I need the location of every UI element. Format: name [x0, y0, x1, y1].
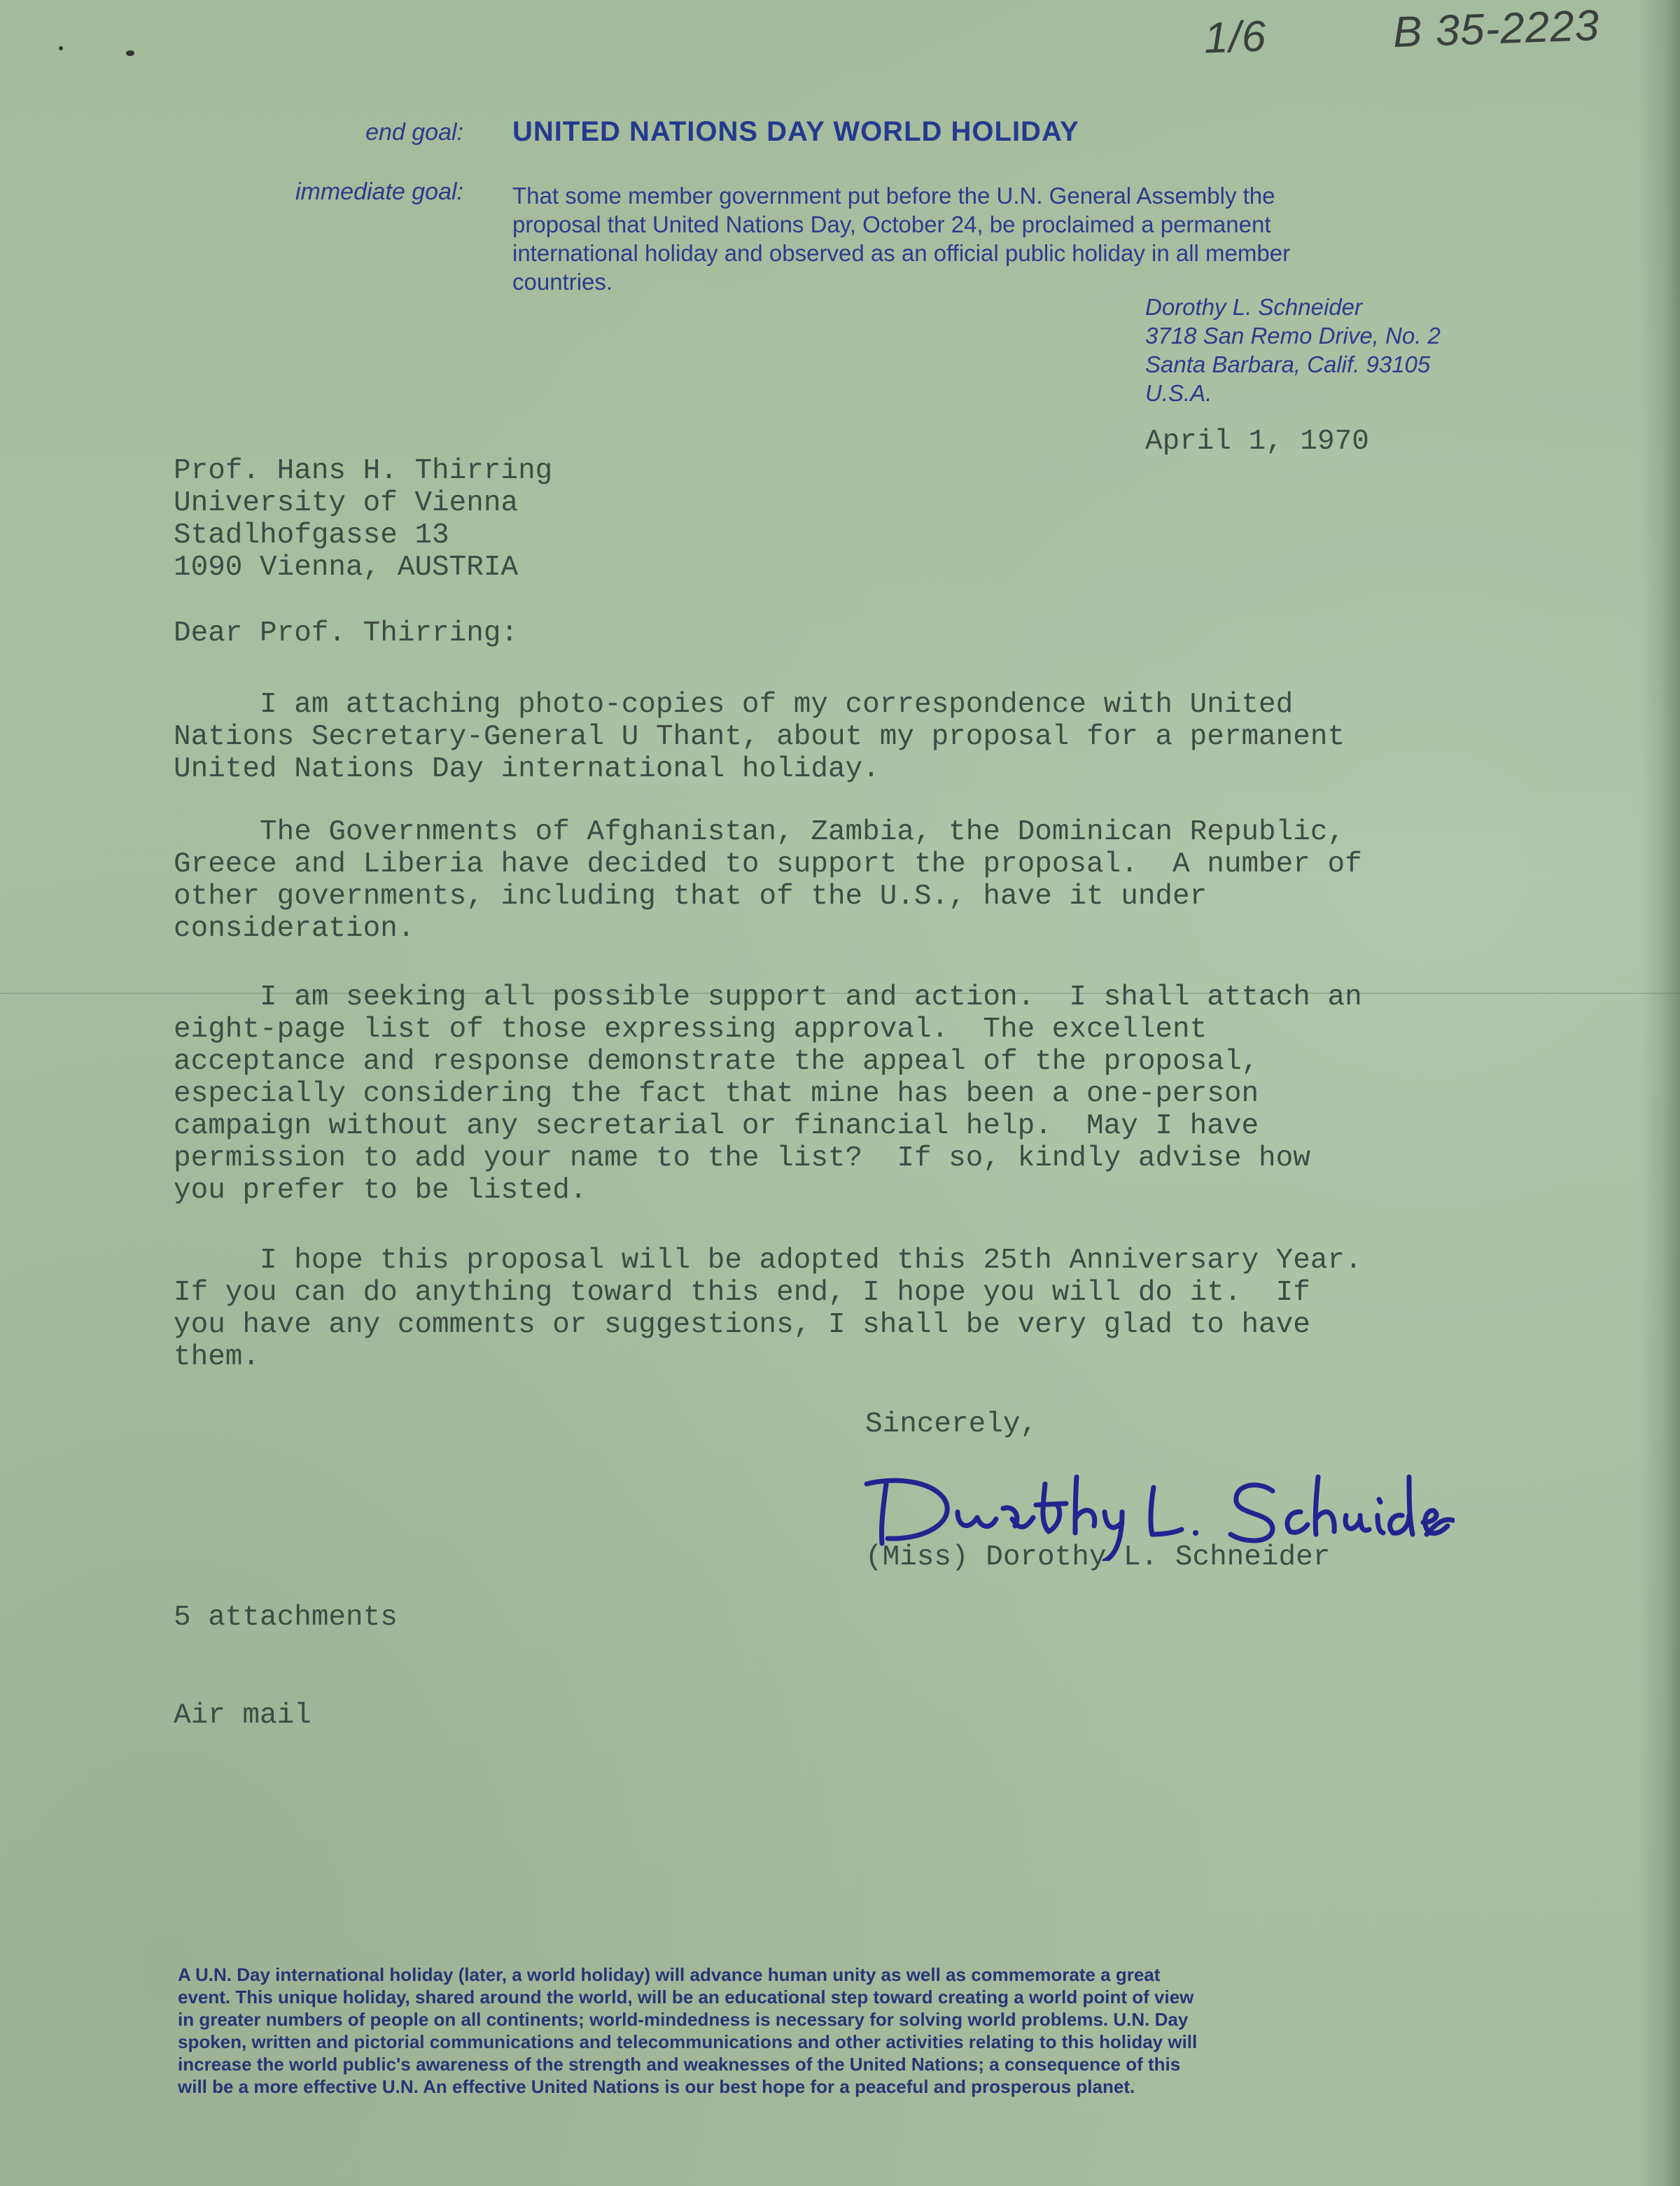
- footer-statement: [178, 1963, 1508, 2098]
- recipient-line: University of Vienna: [174, 487, 519, 519]
- immediate-goal-label: immediate goal:: [295, 178, 463, 205]
- sender-city: Santa Barbara, Calif. 93105: [1145, 351, 1431, 377]
- body-line: I am attaching photo-copies of my correspondence with United: [174, 689, 1294, 721]
- footer-line: will be a more effective U.N. An effective United Nations is our best hope for a peaceful and prosperous planet.: [178, 2076, 1135, 2097]
- body-line: campaign without any secretarial or financial help. May I have: [174, 1110, 1259, 1142]
- recipient-line: Stadlhofgasse 13: [174, 519, 449, 552]
- archive-folio-mark: 1/6: [1203, 12, 1268, 63]
- body-line: acceptance and response demonstrate the appeal of the proposal,: [174, 1046, 1259, 1078]
- salutation: Dear Prof. Thirring:: [174, 617, 519, 650]
- body-line: especially considering the fact that mine has been a one-person: [174, 1078, 1259, 1110]
- immediate-goal-text: [512, 181, 1506, 296]
- sender-country: U.S.A.: [1145, 380, 1212, 406]
- end-goal-heading: UNITED NATIONS DAY WORLD HOLIDAY: [512, 116, 1079, 147]
- footer-line: event. This unique holiday, shared around the world, will be an educational step toward creating a world point of view: [178, 1987, 1194, 2008]
- footer-line: spoken, written and pictorial communications and telecommunications and other activities relating to this holiday will: [178, 2031, 1198, 2052]
- body-line: them.: [174, 1341, 260, 1373]
- signatory-name: (Miss) Dorothy L. Schneider: [865, 1541, 1331, 1574]
- letter-date: April 1, 1970: [1145, 426, 1369, 458]
- immediate-goal-line: proposal that United Nations Day, October 24, be proclaimed a permanent: [512, 211, 1271, 237]
- paper-speck: [126, 50, 134, 56]
- body-line: consideration.: [174, 913, 415, 945]
- body-line: other governments, including that of the U.S., have it under: [174, 881, 1208, 913]
- paper-edge-shadow: [1638, 0, 1680, 2186]
- enclosures-note: 5 attachments: [174, 1602, 398, 1634]
- body-paragraph-3: [174, 981, 1362, 1207]
- body-line: Nations Secretary-General U Thant, about my proposal for a permanent: [174, 721, 1345, 753]
- closing: Sincerely,: [865, 1408, 1038, 1441]
- paper-speck: [59, 46, 63, 50]
- body-line: The Governments of Afghanistan, Zambia, the Dominican Republic,: [174, 816, 1345, 848]
- body-line: United Nations Day international holiday.: [174, 753, 880, 785]
- body-line: I hope this proposal will be adopted this 25th Anniversary Year.: [174, 1245, 1362, 1277]
- footer-line: increase the world public's awareness of the strength and weaknesses of the United Nations; a consequence of this: [178, 2054, 1181, 2075]
- immediate-goal-line: countries.: [512, 269, 613, 295]
- sender-address: [1145, 293, 1441, 407]
- sender-name: Dorothy L. Schneider: [1145, 294, 1363, 320]
- body-paragraph-4: [174, 1245, 1362, 1373]
- immediate-goal-line: international holiday and observed as an official public holiday in all member: [512, 240, 1291, 266]
- footer-line: in greater numbers of people on all continents; world-mindedness is necessary for solving world problems. U.N. Day: [178, 2009, 1189, 2030]
- body-line: you have any comments or suggestions, I shall be very glad to have: [174, 1309, 1310, 1341]
- end-goal-label: end goal:: [365, 119, 463, 146]
- body-line: eight-page list of those expressing approval. The excellent: [174, 1014, 1208, 1046]
- body-line: permission to add your name to the list? If so, kindly advise how: [174, 1142, 1310, 1175]
- body-line: Greece and Liberia have decided to support the proposal. A number of: [174, 848, 1362, 881]
- delivery-note: Air mail: [174, 1700, 312, 1732]
- archive-reference-mark: B 35-2223: [1392, 1, 1601, 57]
- body-paragraph-2: [174, 816, 1362, 945]
- sender-street: 3718 San Remo Drive, No. 2: [1145, 323, 1441, 349]
- footer-line: A U.N. Day international holiday (later, a world holiday) will advance human unity as well as commemorate a great: [178, 1964, 1161, 1985]
- body-line: you prefer to be listed.: [174, 1175, 587, 1207]
- body-paragraph-1: [174, 689, 1345, 785]
- body-line: I am seeking all possible support and action. I shall attach an: [174, 981, 1362, 1014]
- immediate-goal-line: That some member government put before the U.N. General Assembly the: [512, 183, 1275, 209]
- recipient-line: 1090 Vienna, AUSTRIA: [174, 552, 519, 584]
- recipient-address: [174, 455, 552, 584]
- body-line: If you can do anything toward this end, I hope you will do it. If: [174, 1277, 1310, 1309]
- recipient-line: Prof. Hans H. Thirring: [174, 455, 553, 487]
